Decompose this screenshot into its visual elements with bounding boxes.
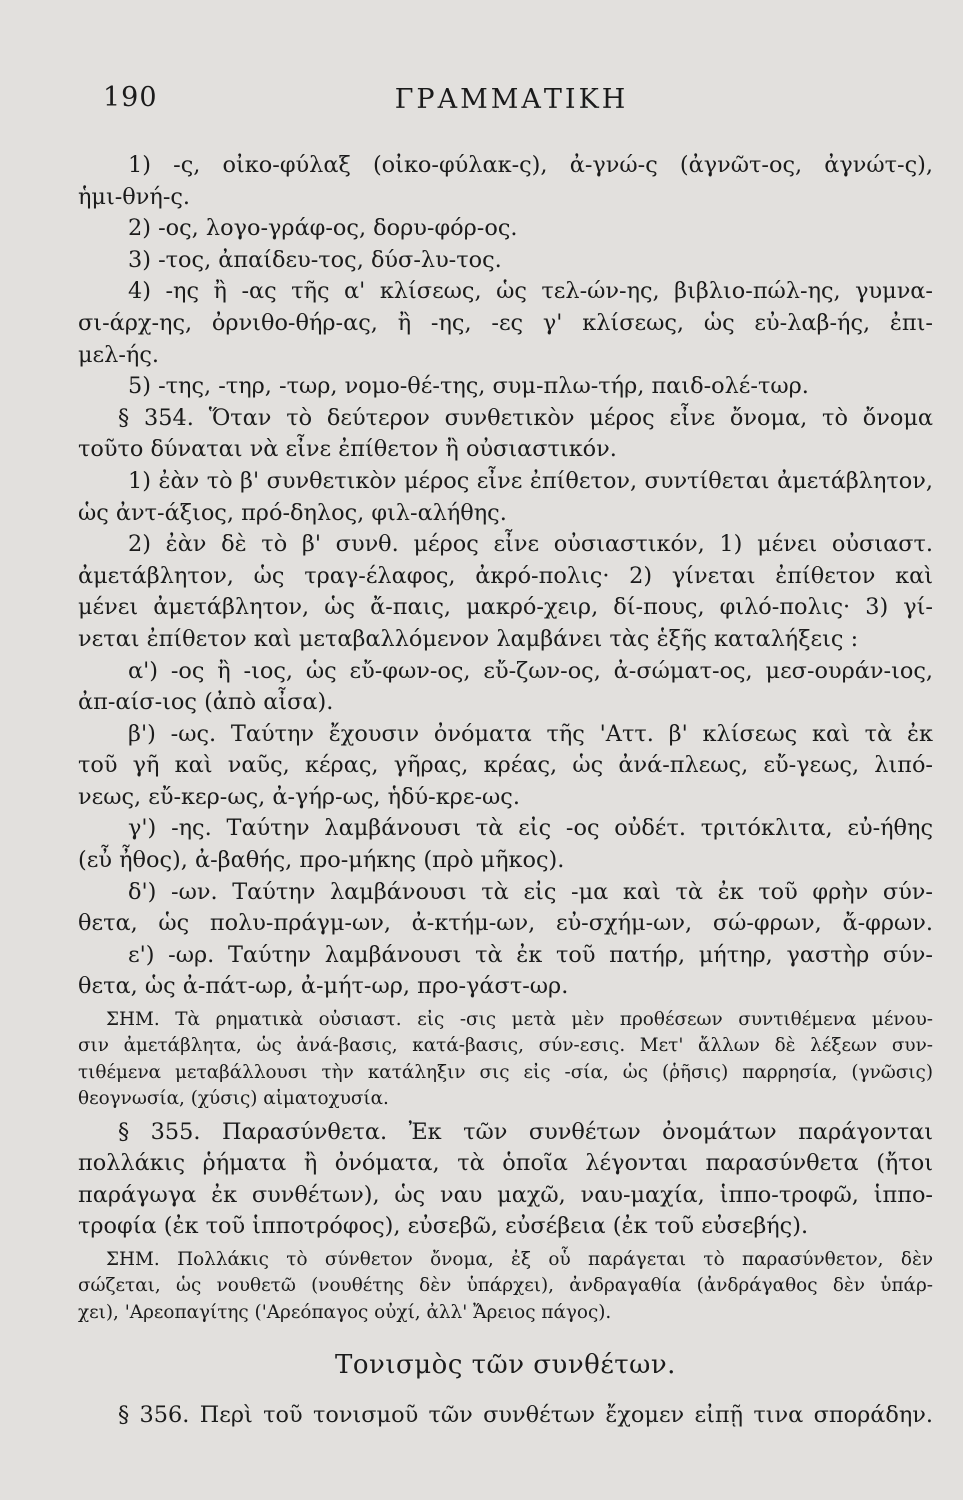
text-line: (εὖ ἦθος), ἀ-βαθής, προ-μήκης (πρὸ μῆκος). xyxy=(78,847,565,874)
page-header xyxy=(0,82,963,122)
note-line: τιθέμενα μεταβάλλουσι τὴν κατάληξιν σις εἰς -σία, ὡς (ῥῆσις) παρρησία, (γνῶσις) xyxy=(78,1061,933,1083)
text-line: νεται ἐπίθετον καὶ μεταβαλλόμενον λαμβάνει τὰς ἑξῆς καταλήξεις : xyxy=(78,625,859,652)
text-line: τοῦ γῆ καὶ ναῦς, κέρας, γῆρας, κρέας, ὡς ἀνά-πλεως, εὔ-γεως, λιπό- xyxy=(78,752,933,779)
text-line: 4) -ης ἢ -ας τῆς α' κλίσεως, ὡς τελ-ών-ης, βιβλιο-πώλ-ης, γυμνα- xyxy=(128,278,933,305)
text-line: 2) ἐὰν δὲ τὸ β' συνθ. μέρος εἶνε οὐσιαστικόν, 1) μένει οὐσιαστ. xyxy=(128,531,933,558)
text-line: ἀμετάβλητον, ὡς τραγ-έλαφος, ἀκρό-πολις· 2) γίνεται ἐπίθετον καὶ xyxy=(78,562,933,589)
text-line: ἀπ-αίσ-ιος (ἀπὸ αἶσα). xyxy=(78,689,334,716)
note-block xyxy=(78,1007,933,1113)
text-line: 5) -της, -τηρ, -τωρ, νομο-θέ-της, συμ-πλω-τήρ, παιδ-ολέ-τωρ. xyxy=(128,373,809,400)
text-line: ὡς ἀντ-άξιος, πρό-δηλος, φιλ-αλήθης. xyxy=(78,499,507,526)
note-line: θεογνωσία, (χύσις) αἱματοχυσία. xyxy=(78,1088,389,1110)
text-line: μένει ἀμετάβλητον, ὡς ἄ-παις, μακρό-χειρ, δί-πους, φιλό-πολις· 3) γί- xyxy=(78,594,933,621)
note-line: σιν ἀμετάβλητα, ὡς ἀνά-βασις, κατά-βασις, σύν-εσις. Μετ' ἄλλων δὲ λέξεων συν- xyxy=(78,1035,933,1057)
section-355 xyxy=(78,1117,933,1243)
section-heading: Τονισμὸς τῶν συνθέτων. xyxy=(335,1350,676,1381)
note-line: ΣΗΜ. Πολλάκις τὸ σύνθετον ὄνομα, ἐξ οὗ παράγεται τὸ παρασύνθετον, δὲν xyxy=(106,1249,933,1271)
text-line: ε') -ωρ. Ταύτην λαμβάνουσι τὰ ἐκ τοῦ πατήρ, μήτηρ, γαστὴρ σύν- xyxy=(128,941,933,968)
section-356: § 356. Περὶ τοῦ τονισμοῦ τῶν συνθέτων ἔχομεν εἰπῇ τινα σποράδην. xyxy=(118,1402,933,1429)
note-block xyxy=(78,1247,933,1326)
text-line: 3) -τος, ἀπαίδευ-τος, δύσ-λυ-τος. xyxy=(128,246,502,273)
text-line: δ') -ων. Ταύτην λαμβάνουσι τὰ εἰς -μα καὶ τὰ ἐκ τοῦ φρὴν σύν- xyxy=(128,878,933,905)
text-line: σι-άρχ-ης, ὀρνιθο-θήρ-ας, ἢ -ης, -ες γ' κλίσεως, ὡς εὐ-λαβ-ής, ἐπι- xyxy=(78,309,933,336)
text-line: θετα, ὡς πολυ-πράγμ-ων, ἀ-κτήμ-ων, εὐ-σχήμ-ων, σώ-φρων, ἄ-φρων. xyxy=(78,910,933,937)
text-line: τοῦτο δύναται νὰ εἶνε ἐπίθετον ἢ οὐσιαστικόν. xyxy=(78,436,617,463)
text-line: § 354. Ὅταν τὸ δεύτερον συνθετικὸν μέρος εἶνε ὄνομα, τὸ ὄνομα xyxy=(118,404,933,431)
text-line: § 355. Παρασύνθετα. Ἐκ τῶν συνθέτων ὀνομάτων παράγονται xyxy=(118,1118,933,1145)
note-line: σώζεται, ὡς νουθετῶ (νουθέτης δὲν ὑπάρχει), ἀνδραγαθία (ἀνδράγαθος δὲν ὑπάρ- xyxy=(78,1275,933,1297)
text-line: 1) -ς, οἰκο-φύλαξ (οἰκο-φύλακ-ς), ἀ-γνώ-ς (ἀγνῶτ-ος, ἀγνώτ-ς), xyxy=(128,152,933,178)
text-line: γ') -ης. Ταύτην λαμβάνουσι τὰ εἰς -ος οὐδέτ. τριτόκλιτα, εὐ-ήθης xyxy=(128,815,933,842)
text-line: α') -ος ἢ -ιος, ὡς εὔ-φων-ος, εὔ-ζων-ος, ἀ-σώματ-ος, μεσ-ουράν-ιος, xyxy=(128,657,933,684)
page-number: 190 xyxy=(103,82,158,113)
text-line: μελ-ής. xyxy=(78,341,159,368)
note-line: χει), 'Αρεοπαγίτης ('Αρεόπαγος οὐχί, ἀλλ' Ἄρειος πάγος). xyxy=(78,1301,612,1323)
text-line: παράγωγα ἐκ συνθέτων), ὡς ναυ μαχῶ, ναυ-μαχία, ἱππο-τροφῶ, ἱππο- xyxy=(78,1181,933,1208)
note-line: ΣΗΜ. Τὰ ρηματικὰ οὐσιαστ. εἰς -σις μετὰ μὲν προθέσεων συντιθέμενα μένου- xyxy=(106,1009,933,1031)
text-line: πολλάκις ῥήματα ἢ ὀνόματα, τὰ ὁποῖα λέγονται παρασύνθετα (ἤτοι xyxy=(78,1150,933,1177)
text-line: 2) -ος, λογο-γράφ-ος, δορυ-φόρ-ος. xyxy=(128,215,518,242)
running-title: ΓΡΑΜΜΑΤΙΚΗ xyxy=(394,84,629,115)
text-line: θετα, ὡς ἀ-πάτ-ωρ, ἀ-μήτ-ωρ, προ-γάστ-ωρ. xyxy=(78,973,569,1000)
text-line: 1) ἐὰν τὸ β' συνθετικὸν μέρος εἶνε ἐπίθετον, συντίθεται ἀμετάβλητον, xyxy=(128,467,933,494)
text-line: νεως, εὔ-κερ-ως, ἀ-γήρ-ως, ἡδύ-κρε-ως. xyxy=(78,783,520,810)
page-body xyxy=(78,150,933,1432)
text-line: ἡμι-θνή-ς. xyxy=(78,183,191,210)
text-line: τροφία (ἐκ τοῦ ἱπποτρόφος), εὐσεβῶ, εὐσέβεια (ἐκ τοῦ εὐσεβής). xyxy=(78,1213,809,1240)
text-line: β') -ως. Ταύτην ἔχουσιν ὀνόματα τῆς 'Αττ. β' κλίσεως καὶ τὰ ἐκ xyxy=(128,720,933,747)
